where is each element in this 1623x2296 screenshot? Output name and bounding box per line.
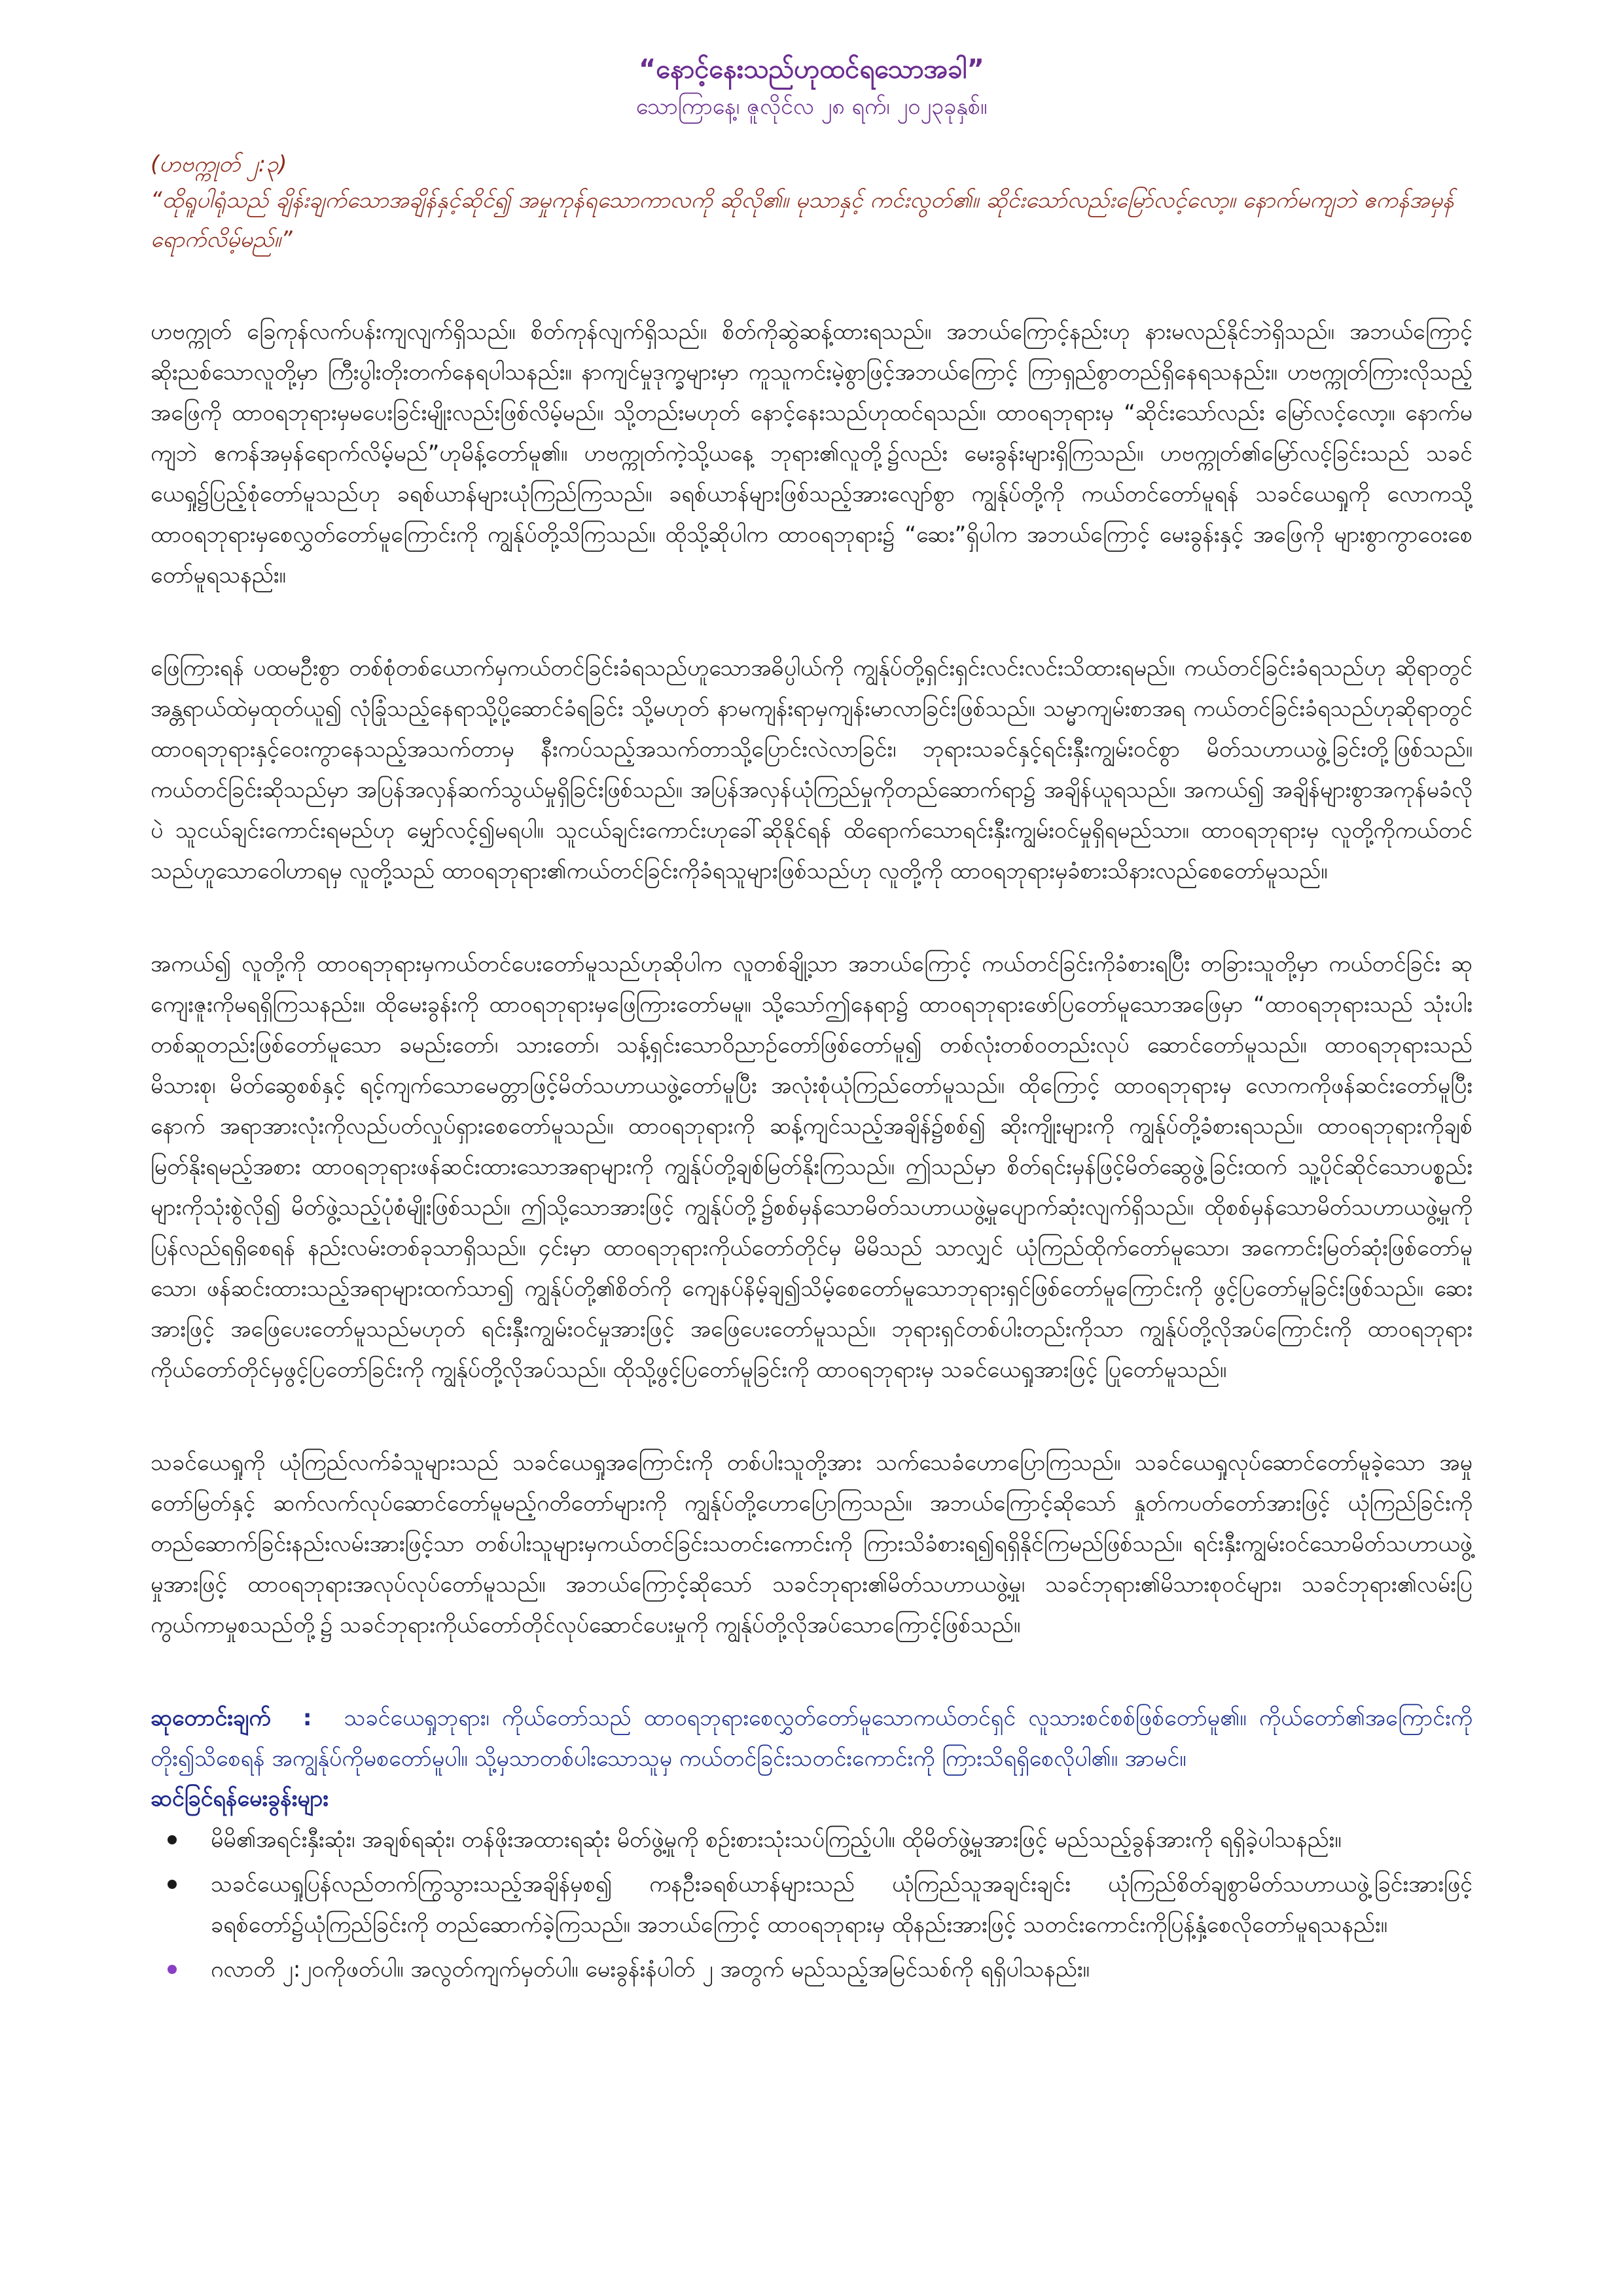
list-item — [211, 1949, 1472, 1990]
prayer-separator: : — [302, 1705, 312, 1731]
body-paragraph: သခင်ယေရှုကို ယုံကြည်လက်ခံသူများသည် သခင်ယေရှုအကြောင်းကို တစ်ပါးသူတို့အား သက်သေခံဟောပြောကြသည်။ သခင်ယေရှုလုပ်ဆောင်တော်မူခဲ့သော အမှုတော်မြတ်နှင့် ဆက်လက်လုပ်ဆောင်တော်မူမည့်ဂတိတော်များကို ကျွန်ုပ်တို့ဟောပြောကြသည်။ အဘယ်ကြောင့်ဆိုသော် နှုတ်ကပတ်တော်အားဖြင့် ယုံကြည်ခြင်းကို တည်ဆောက်ခြင်းနည်းလမ်းအားဖြင့်သာ တစ်ပါးသူများမှကယ်တင်ခြင်းသတင်းကောင်းကို ကြားသိခံစားရ၍ရရှိနိုင်ကြမည်ဖြစ်သည်။ ရင်းနှီးကျွမ်းဝင်သောမိတ်သဟာယဖွဲ့မှုအားဖြင့် ထာဝရဘုရားအလုပ်လုပ်တော်မူသည်။ အဘယ်ကြောင့်ဆိုသော် သခင်ဘုရား၏မိတ်သဟာယဖွဲ့မှု၊ သခင်ဘုရား၏မိသားစုဝင်များ၊ သခင်ဘုရား၏လမ်းပြကွယ်ကာမှုစသည်တို့၌ သခင်ဘုရားကိုယ်တော်တိုင်လုပ်ဆောင်ပေးမှုကို ကျွန်ုပ်တို့လိုအပ်သောကြောင့်ဖြစ်သည်။ — [151, 1450, 1473, 1638]
list-item — [211, 1864, 1472, 1945]
prayer-text: သခင်ယေရှုဘုရား၊ ကိုယ်တော်သည် ထာဝရဘုရားစေလွှတ်တော်မူသောကယ်တင်ရှင် လူသားစင်စစ်ဖြစ်တော်မူ၏။ ကိုယ်တော်၏အကြောင်းကို တိုး၍သိစေရန် အကျွန်ုပ်ကိုမစတော်မူပါ။ သို့မှသာတစ်ပါးသောသူမှ ကယ်တင်ခြင်းသတင်းကောင်းကို ကြားသိရရှိစေလိုပါ၏။ အာမင်။ — [151, 1705, 1472, 1772]
question-text: ဂလာတိ ၂:၂၀ကိုဖတ်ပါ။ အလွတ်ကျက်မှတ်ပါ။ မေးခွန်းနံပါတ် ၂ အတွက် မည်သည့်အမြင်သစ်ကို ရရှိပါသနည်း။ — [211, 1956, 1090, 1982]
body-paragraph: အကယ်၍ လူတို့ကို ထာဝရဘုရားမှကယ်တင်ပေးတော်မူသည်ဟုဆိုပါက လူတစ်ချို့သာ အဘယ်ကြောင့် ကယ်တင်ခြင်းကိုခံစားရပြီး တခြားသူတို့မှာ ကယ်တင်ခြင်း ဆုကျေးဇူးကိုမရရှိကြသနည်း။ ထိုမေးခွန်းကို ထာဝရဘုရားမှဖြေကြားတော်မမူ။ သို့သော်ဤနေရာ၌ ထာဝရဘုရားဖော်ပြတော်မူသောအဖြေမှာ “ထာဝရဘုရားသည် သုံးပါးတစ်ဆူတည်းဖြစ်တော်မူသော ခမည်းတော်၊ သားတော်၊ သန့်ရှင်းသောဝိညာဉ်တော်ဖြစ်တော်မူ၍ တစ်လုံးတစ်ဝတည်းလုပ် ဆောင်တော်မူသည်။ ထာဝရဘုရားသည် မိသားစု၊ မိတ်ဆွေစစ်နှင့် ရင့်ကျက်သောမေတ္တာဖြင့်မိတ်သဟာယဖွဲ့တော်မူပြီး အလုံးစုံယုံကြည်တော်မူသည်။ ထိုကြောင့် ထာဝရဘုရားမှ လောကကိုဖန်ဆင်းတော်မူပြီးနောက် အရာအားလုံးကိုလည်ပတ်လှုပ်ရှားစေတော်မူသည်။ ထာဝရဘုရားကို ဆန့်ကျင်သည့်အချိန်၌စစ်၍ ဆိုးကျိုးများကို ကျွန်ုပ်တို့ခံစားရသည်။ ထာဝရဘုရားကိုချစ်မြတ်နိုးရမည့်အစား ထာဝရဘုရားဖန်ဆင်းထားသောအရာများကို ကျွန်ုပ်တို့ချစ်မြတ်နိုးကြသည်။ ဤသည်မှာ စိတ်ရင်းမှန်ဖြင့်မိတ်ဆွေဖွဲ့ခြင်းထက် သူ့ပိုင်ဆိုင်သောပစ္စည်းများကိုသုံးစွဲလို၍ မိတ်ဖွဲ့သည့်ပုံစံမျိုးဖြစ်သည်။ ဤသို့သောအားဖြင့် ကျွန်ုပ်တို့၌စစ်မှန်သောမိတ်သဟာယဖွဲ့မှုပျောက်ဆုံးလျက်ရှိသည်။ ထိုစစ်မှန်သောမိတ်သဟာယဖွဲ့မှုကို ပြန်လည်ရရှိစေရန် နည်းလမ်းတစ်ခုသာရှိသည်။ ၄င်းမှာ ထာဝရဘုရားကိုယ်တော်တိုင်မှ မိမိသည် သာလျှင် ယုံကြည်ထိုက်တော်မူသော၊ အကောင်းမြတ်ဆုံးဖြစ်တော်မူသော၊ ဖန်ဆင်းထားသည့်အရာများထက်သာ၍ ကျွန်ုပ်တို့၏စိတ်ကို ကျေနပ်နိမ့်ချ၍သိမ့်စေတော်မူသောဘုရားရှင်ဖြစ်တော်မူကြောင်းကို ဖွင့်ပြတော်မူခြင်းဖြစ်သည်။ ဆေးအားဖြင့် အဖြေပေးတော်မူသည်မဟုတ် ရင်းနှီးကျွမ်းဝင်မှုအားဖြင့် အဖြေပေးတော်မူသည်။ ဘုရားရှင်တစ်ပါးတည်းကိုသာ ကျွန်ုပ်တို့လိုအပ်ကြောင်းကို ထာဝရဘုရားကိုယ်တော်တိုင်မှဖွင့်ပြတော်ခြင်းကို ကျွန်ုပ်တို့လိုအပ်သည်။ ထိုသို့ဖွင့်ပြတော်မူခြင်းကို ထာဝရဘုရားမှ သခင်ယေရှုအားဖြင့် ပြုတော်မူသည်။ — [151, 951, 1472, 1383]
questions-heading: ဆင်ခြင်ရန်မေးခွန်းများ — [151, 1785, 329, 1812]
question-text: မိမိ၏အရင်းနှီးဆုံး၊ အချစ်ရဆုံး၊ တန်ဖိုးအထားရဆုံး မိတ်ဖွဲ့မှုကို စဉ်းစားသုံးသပ်ကြည့်ပါ။ ထိုမိတ်ဖွဲ့မှုအားဖြင့် မည်သည့်ခွန်အားကို ရရှိခဲ့ပါသနည်း။ — [211, 1827, 1342, 1853]
questions-list — [151, 1820, 1472, 1990]
scripture-reference: (ဟဗက္ကုတ် ၂:၃) — [151, 151, 287, 177]
list-item — [211, 1820, 1472, 1860]
prayer-label: ဆုတောင်းချက် — [151, 1705, 271, 1731]
question-text: သခင်ယေရှုပြန်လည်တက်ကြွသွားသည့်အချိန်မှစ၍ ကနဦးခရစ်ယာန်များသည် ယုံကြည်သူအချင်းချင်း ယုံကြည်စိတ်ချစွာမိတ်သဟာယဖွဲ့ခြင်းအားဖြင့် ခရစ်တော်၌ယုံကြည်ခြင်းကို တည်ဆောက်ခဲ့ကြသည်။ အဘယ်ကြောင့် ထာဝရဘုရားမှ ထိုနည်းအားဖြင့် သတင်းကောင်းကိုပြန့်နှံ့စေလိုတော်မူရသနည်း။ — [211, 1871, 1472, 1938]
date-line: သောကြာနေ့၊ ဇူလိုင်လ ၂၈ ရက်၊ ၂၀၂၃ခုနှစ်။ — [635, 94, 988, 120]
scripture-verse: “ထိုရူပါရုံသည် ချိန်းချက်သောအချိန်နှင့်ဆိုင်၍ အမှုကုန်ရသောကာလကို ဆိုလို၏။ မုသာနှင့် ကင်းလွတ်၏။ ဆိုင်းသော်လည်းမြော်လင့်လော့။ နောက်မကျဘဲ ဧကန်အမှန်ရောက်လိမ့်မည်။” — [151, 187, 1454, 253]
bullet-icon — [168, 1835, 177, 1844]
bullet-icon — [168, 1880, 177, 1889]
body-paragraph: ဖြေကြားရန် ပထမဦးစွာ တစ်စုံတစ်ယောက်မှကယ်တင်ခြင်းခံရသည်ဟူသောအဓိပ္ပါယ်ကို ကျွန်ုပ်တို့ရှင်းရှင်းလင်းလင်းသိထားရမည်။ ကယ်တင်ခြင်းခံရသည်ဟု ဆိုရာတွင် အန္တရာယ်ထဲမှထုတ်ယူ၍ လုံခြုံသည့်နေရာသို့ပို့ဆောင်ခံရခြင်း သို့မဟုတ် နာမကျန်းရာမှကျန်းမာလာခြင်းဖြစ်သည်။ သမ္မာကျမ်းစာအရ ကယ်တင်ခြင်းခံရသည်ဟုဆိုရာတွင် ထာဝရဘုရားနှင့်ဝေးကွာနေသည့်အသက်တာမှ နီးကပ်သည့်အသက်တာသို့ပြောင်းလဲလာခြင်း၊ ဘုရားသခင်နှင့်ရင်းနှီးကျွမ်းဝင်စွာ မိတ်သဟာယဖွဲ့ခြင်းတို့ဖြစ်သည်။ ကယ်တင်ခြင်းဆိုသည်မှာ အပြန်အလှန်ဆက်သွယ်မှုရှိခြင်းဖြစ်သည်။ အပြန်အလှန်ယုံကြည်မှုကိုတည်ဆောက်ရာ၌ အချိန်ယူရသည်။ အကယ်၍ အချိန်များစွာအကုန်မခံလိုပဲ သူငယ်ချင်းကောင်းရမည်ဟု မျှော်လင့်၍မရပါ။ သူငယ်ချင်းကောင်းဟုခေါ်ဆိုနိုင်ရန် ထိရောက်သောရင်းနှီးကျွမ်းဝင်မှုရှိရမည်သာ။ ထာဝရဘုရားမှ လူတို့ကိုကယ်တင်သည်ဟူသောဝေါဟာရမှ လူတို့သည် ထာဝရဘုရား၏ကယ်တင်ခြင်းကိုခံရသူများဖြစ်သည်ဟု လူတို့ကို ထာဝရဘုရားမှခံစားသိနားလည်စေတော်မူသည်။ — [151, 655, 1472, 884]
body-paragraph: ဟဗက္ကုတ် ခြေကုန်လက်ပန်းကျလျက်ရှိသည်။ စိတ်ကုန်လျက်ရှိသည်။ စိတ်ကိုဆွဲဆန့်ထားရသည်။ အဘယ်ကြောင့်နည်းဟု နားမလည်နိုင်ဘဲရှိသည်။ အဘယ်ကြောင့် ဆိုးညစ်သောလူတို့မှာ ကြီးပွါးတိုးတက်နေရပါသနည်း။ နာကျင်မှုဒုက္ခများမှာ ကူသူကင်းမဲ့စွာဖြင့်အဘယ်ကြောင့် ကြာရှည်စွာတည်ရှိနေရသနည်း။ ဟဗက္ကုတ်ကြားလိုသည့်အဖြေကို ထာဝရဘုရားမှမပေးခြင်းမျိုးလည်းဖြစ်လိမ့်မည်။ သို့တည်းမဟုတ် နောင့်နေးသည်ဟုထင်ရသည်။ ထာဝရဘုရားမှ “ဆိုင်းသော်လည်း မြော်လင့်လော့။ နောက်မကျဘဲ ဧကန်အမှန်ရောက်လိမ့်မည်”ဟုမိန့်တော်မူ၏။ ဟဗက္ကုတ်ကဲ့သို့ယနေ့ ဘုရား၏လူတို့၌လည်း မေးခွန်းများရှိကြသည်။ ဟဗက္ကုတ်၏မြော်လင့်ခြင်းသည် သခင်ယေရှု၌ပြည့်စုံတော်မူသည်ဟု ခရစ်ယာန်များယုံကြည်ကြသည်။ ခရစ်ယာန်များဖြစ်သည့်အားလျော်စွာ ကျွန်ုပ်တို့ကို ကယ်တင်တော်မူရန် သခင်ယေရှုကို လောကသို့ထာဝရဘုရားမှစေလွှတ်တော်မူကြောင်းကို ကျွန်ုပ်တို့သိကြသည်။ ထိုသို့ဆိုပါက ထာဝရဘုရား၌ “ဆေး”ရှိပါက အဘယ်ကြောင့် မေးခွန်းနှင့် အဖြေကို များစွာကွာဝေးစေတော်မူရသနည်း။ — [151, 319, 1473, 588]
page-title: “နောင့်နေးသည်ဟုထင်ရသောအခါ” — [639, 54, 984, 84]
prayer-block — [151, 1698, 1472, 1779]
bullet-icon — [168, 1965, 177, 1974]
